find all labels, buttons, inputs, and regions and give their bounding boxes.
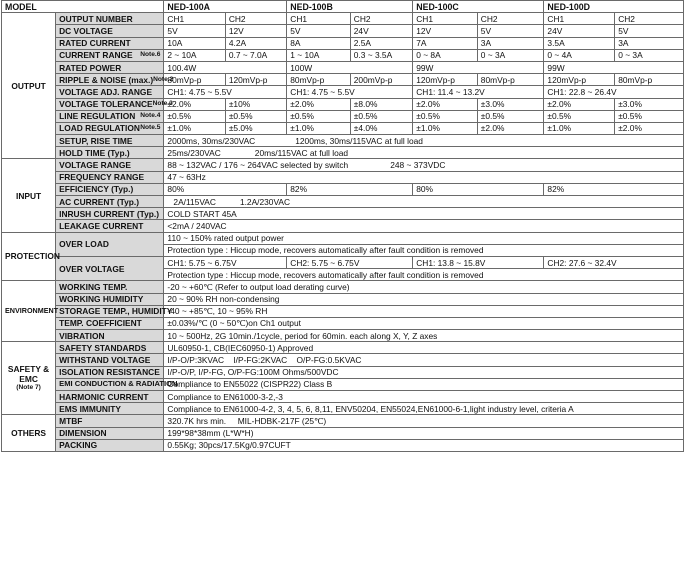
- cell: 0 ~ 8A: [413, 49, 478, 61]
- cell: 5V: [615, 25, 684, 37]
- note-ref: Note.4: [140, 112, 161, 120]
- others-row-packing: [2, 439, 684, 451]
- cell: 3A: [615, 37, 684, 49]
- cell: COLD START 45A: [164, 208, 684, 220]
- row-label: SETUP, RISE TIME: [56, 135, 164, 147]
- environment-row-storage: [2, 305, 684, 317]
- row-label: RATED POWER: [56, 61, 164, 73]
- cell: 82%: [544, 183, 684, 195]
- cell: ±0.5%: [287, 110, 351, 122]
- row-label-text: VOLTAGE TOLERANCE: [59, 99, 153, 110]
- cell: 4.2A: [225, 37, 286, 49]
- cell: 80mVp-p: [477, 74, 544, 86]
- cell: 5V: [477, 25, 544, 37]
- cell: ±1.0%: [544, 122, 615, 134]
- output-row-voltage-tolerance: [2, 98, 684, 110]
- cell: 12V: [225, 25, 286, 37]
- model-label: MODEL: [2, 1, 164, 13]
- cell: ±0.03%/℃ (0 ~ 50℃)on Ch1 output: [164, 317, 684, 329]
- model-ned-100c: NED-100C: [413, 1, 544, 13]
- output-row-voltage-adj-range: [2, 86, 684, 98]
- safety-row-ems-immunity: [2, 403, 684, 415]
- cell: CH2: [615, 13, 684, 25]
- cell: 80mVp-p: [615, 74, 684, 86]
- row-label: [56, 74, 174, 86]
- cell: 120mVp-p: [544, 74, 615, 86]
- row-label: HOLD TIME (Typ.): [56, 147, 164, 159]
- cell: ±1.0%: [287, 122, 351, 134]
- section-emc-label: EMC: [19, 374, 38, 385]
- row-label: VIBRATION: [56, 330, 164, 342]
- cell: 3A: [477, 37, 544, 49]
- environment-row-working-temp: [2, 281, 684, 293]
- cell: 20 ~ 90% RH non-condensing: [164, 293, 684, 305]
- cell: ±10%: [225, 98, 286, 110]
- input-row-frequency-range: [2, 171, 684, 183]
- cell: CH1: 4.75 ~ 5.5V: [287, 86, 413, 98]
- input-row-leakage-current: [2, 220, 684, 232]
- cell: 80mVp-p: [164, 74, 225, 86]
- cell: CH2: 5.75 ~ 6.75V: [287, 256, 413, 268]
- output-row-load-regulation: [2, 122, 684, 134]
- row-label-text: RIPPLE & NOISE (max.): [59, 74, 154, 85]
- cell: [164, 147, 684, 159]
- cell: CH1: [287, 13, 351, 25]
- cell: 0.3 ~ 3.5A: [350, 49, 412, 61]
- cell: 320.7K hrs min. MIL-HDBK-217F (25℃): [164, 415, 684, 427]
- cell: ±0.5%: [350, 110, 412, 122]
- cell: 2 ~ 10A: [164, 49, 225, 61]
- row-label: FREQUENCY RANGE: [56, 171, 164, 183]
- cell: 100.4W: [164, 61, 287, 73]
- cell: CH1: 4.75 ~ 5.5V: [164, 86, 287, 98]
- safety-row-isolation-resistance: [2, 366, 684, 378]
- cell: CH1: 5.75 ~ 6.75V: [164, 256, 287, 268]
- output-row-rated-current: [2, 37, 684, 49]
- cell: ±1.0%: [413, 122, 478, 134]
- protection-row-over-load-1: [2, 232, 684, 244]
- setup-115vac: 1200ms, 30ms/115VAC at full load: [295, 135, 423, 146]
- cell: ±1.0%: [164, 122, 225, 134]
- cell: 99W: [544, 61, 684, 73]
- cell: Compliance to EN55022 (CISPR22) Class B: [164, 378, 684, 390]
- output-row-ripple-noise: [2, 74, 684, 86]
- cell: ±0.5%: [413, 110, 478, 122]
- cell: 110 ~ 150% rated output power: [164, 232, 684, 244]
- ac-current-115vac: 2A/115VAC: [173, 196, 216, 207]
- cell: 10A: [164, 37, 225, 49]
- row-label: LEAKAGE CURRENT: [56, 220, 164, 232]
- row-label: [56, 122, 164, 134]
- voltage-range-ac: 88 ~ 132VAC / 176 ~ 264VAC selected by switch: [167, 160, 349, 171]
- cell: Compliance to EN61000-3-2,-3: [164, 391, 684, 403]
- output-row-current-range: [2, 49, 684, 61]
- row-label: DC VOLTAGE: [56, 25, 164, 37]
- safety-row-standards: [2, 342, 684, 354]
- row-label: [56, 110, 164, 122]
- cell: ±3.0%: [477, 98, 544, 110]
- cell: Protection type : Hiccup mode, recovers automatically after fault condition is removed: [164, 244, 684, 256]
- cell: ±2.0%: [615, 122, 684, 134]
- cell: CH2: 27.6 ~ 32.4V: [544, 256, 684, 268]
- protection-row-over-voltage-1: [2, 256, 684, 268]
- safety-row-harmonic-current: [2, 391, 684, 403]
- row-label-text: CURRENT RANGE: [59, 50, 133, 61]
- row-label: INRUSH CURRENT (Typ.): [56, 208, 164, 220]
- cell: UL60950-1, CB(IEC60950-1) Approved: [164, 342, 684, 354]
- cell: 120mVp-p: [225, 74, 286, 86]
- cell: -40 ~ +85℃, 10 ~ 95% RH: [164, 305, 684, 317]
- cell: 3.5A: [544, 37, 615, 49]
- output-row-setup-rise-time: [2, 135, 684, 147]
- row-label: WORKING TEMP.: [56, 281, 164, 293]
- row-label: ISOLATION RESISTANCE: [56, 366, 164, 378]
- cell: 0.7 ~ 7.0A: [225, 49, 286, 61]
- cell: CH2: [350, 13, 412, 25]
- voltage-range-dc: 248 ~ 373VDC: [390, 160, 446, 171]
- cell: I/P-O/P:3KVAC I/P-FG:2KVAC O/P-FG:0.5KVAC: [164, 354, 684, 366]
- cell: ±4.0%: [350, 122, 412, 134]
- cell: Protection type : Hiccup mode, recovers automatically after fault condition is removed: [164, 269, 684, 281]
- cell: 99W: [413, 61, 544, 73]
- row-label: RATED CURRENT: [56, 37, 164, 49]
- cell: CH1: 11.4 ~ 13.2V: [413, 86, 544, 98]
- output-row-rated-power: [2, 61, 684, 73]
- others-row-mtbf: [2, 415, 684, 427]
- cell: ±2.0%: [164, 98, 225, 110]
- cell: -20 ~ +60℃ (Refer to output load derating curve): [164, 281, 684, 293]
- safety-row-emi: [2, 378, 684, 390]
- row-label: STORAGE TEMP., HUMIDITY: [56, 305, 164, 317]
- cell: ±0.5%: [544, 110, 615, 122]
- model-ned-100b: NED-100B: [287, 1, 413, 13]
- row-label: DIMENSION: [56, 427, 164, 439]
- cell: Compliance to EN61000-4-2, 3, 4, 5, 6, 8,11, ENV50204, EN55024,EN61000-6-1,light industry level, criteria A: [164, 403, 684, 415]
- cell: 7A: [413, 37, 478, 49]
- output-row-hold-time: [2, 147, 684, 159]
- row-label-text: LINE REGULATION: [59, 111, 136, 122]
- cell: ±3.0%: [615, 98, 684, 110]
- others-row-dimension: [2, 427, 684, 439]
- row-label: PACKING: [56, 439, 164, 451]
- output-row-dc-voltage: [2, 25, 684, 37]
- cell: 80%: [164, 183, 287, 195]
- section-safety-note: (Note 7): [16, 384, 41, 392]
- cell: CH1: [164, 13, 225, 25]
- model-ned-100d: NED-100D: [544, 1, 684, 13]
- row-label: [56, 49, 164, 61]
- input-row-ac-current: [2, 196, 684, 208]
- cell: [164, 196, 684, 208]
- cell: 0 ~ 3A: [615, 49, 684, 61]
- environment-row-working-humidity: [2, 293, 684, 305]
- cell: [164, 159, 684, 171]
- input-row-efficiency: [2, 183, 684, 195]
- cell: ±0.5%: [477, 110, 544, 122]
- row-label-text: LOAD REGULATION: [59, 123, 140, 134]
- model-ned-100a: NED-100A: [164, 1, 287, 13]
- row-label: [56, 98, 173, 110]
- row-label: WITHSTAND VOLTAGE: [56, 354, 164, 366]
- cell: 82%: [287, 183, 413, 195]
- row-label: WORKING HUMIDITY: [56, 293, 164, 305]
- input-row-voltage-range: [2, 159, 684, 171]
- cell: ±0.5%: [615, 110, 684, 122]
- setup-230vac: 2000ms, 30ms/230VAC: [167, 135, 256, 146]
- cell: CH1: [544, 13, 615, 25]
- section-safety-emc: [2, 342, 56, 415]
- cell: ±2.0%: [477, 122, 544, 134]
- row-label: EMS IMMUNITY: [56, 403, 164, 415]
- cell: CH1: 22.8 ~ 26.4V: [544, 86, 684, 98]
- cell: ±5.0%: [225, 122, 286, 134]
- row-label: OVER LOAD: [56, 232, 164, 256]
- cell: 1 ~ 10A: [287, 49, 351, 61]
- section-safety-label: SAFETY &: [7, 364, 50, 375]
- row-label: VOLTAGE RANGE: [56, 159, 164, 171]
- cell: 24V: [544, 25, 615, 37]
- row-label: SAFETY STANDARDS: [56, 342, 164, 354]
- cell: ±8.0%: [350, 98, 412, 110]
- row-label: MTBF: [56, 415, 164, 427]
- cell: 5V: [164, 25, 225, 37]
- section-others: OTHERS: [2, 415, 56, 452]
- cell: 5V: [287, 25, 351, 37]
- input-row-inrush-current: [2, 208, 684, 220]
- cell: CH2: [477, 13, 544, 25]
- note-ref: Note.3: [152, 100, 173, 108]
- note-ref: Note.6: [140, 51, 161, 59]
- row-label: HARMONIC CURRENT: [56, 391, 164, 403]
- cell: 199*98*38mm (L*W*H): [164, 427, 684, 439]
- row-label: EMI CONDUCTION & RADIATION: [56, 378, 164, 390]
- cell: 47 ~ 63Hz: [164, 171, 684, 183]
- cell: [164, 135, 684, 147]
- cell: CH1: [413, 13, 478, 25]
- cell: 12V: [413, 25, 478, 37]
- cell: 0 ~ 3A: [477, 49, 544, 61]
- row-label: OVER VOLTAGE: [56, 256, 164, 280]
- note-ref: Note.2: [153, 75, 174, 83]
- cell: ±0.5%: [225, 110, 286, 122]
- output-row-output-number: [2, 13, 684, 25]
- model-header-row: [2, 1, 684, 13]
- cell: ±2.0%: [287, 98, 351, 110]
- row-label: VOLTAGE ADJ. RANGE: [56, 86, 164, 98]
- cell: 80%: [413, 183, 544, 195]
- row-label: OUTPUT NUMBER: [56, 13, 164, 25]
- environment-row-temp-coefficient: [2, 317, 684, 329]
- section-output: OUTPUT: [2, 13, 56, 159]
- cell: 120mVp-p: [413, 74, 478, 86]
- cell: CH2: [225, 13, 286, 25]
- row-label: EFFICIENCY (Typ.): [56, 183, 164, 195]
- cell: 2.5A: [350, 37, 412, 49]
- cell: 8A: [287, 37, 351, 49]
- cell: ±2.0%: [544, 98, 615, 110]
- cell: ±0.5%: [164, 110, 225, 122]
- note-ref: Note.5: [140, 124, 161, 132]
- cell: CH1: 13.8 ~ 15.8V: [413, 256, 544, 268]
- section-environment: ENVIRONMENT: [2, 281, 56, 342]
- cell: ±2.0%: [413, 98, 478, 110]
- cell: 100W: [287, 61, 413, 73]
- cell: 24V: [350, 25, 412, 37]
- safety-row-withstand-voltage: [2, 354, 684, 366]
- ac-current-230vac: 1.2A/230VAC: [239, 196, 291, 207]
- cell: 0.55Kg; 30pcs/17.5Kg/0.97CUFT: [164, 439, 684, 451]
- section-protection: PROTECTION: [2, 232, 56, 281]
- cell: <2mA / 240VAC: [164, 220, 684, 232]
- cell: I/P-O/P, I/P-FG, O/P-FG:100M Ohms/500VDC: [164, 366, 684, 378]
- hold-230vac: 25ms/230VAC: [167, 147, 221, 158]
- cell: 200mVp-p: [350, 74, 412, 86]
- output-row-line-regulation: [2, 110, 684, 122]
- cell: 80mVp-p: [287, 74, 351, 86]
- spec-table: [1, 0, 684, 452]
- hold-115vac: 20ms/115VAC at full load: [254, 147, 349, 158]
- row-label: AC CURRENT (Typ.): [56, 196, 164, 208]
- cell: 0 ~ 4A: [544, 49, 615, 61]
- cell: 10 ~ 500Hz, 2G 10min./1cycle, period for 60min. each along X, Y, Z axes: [164, 330, 684, 342]
- row-label: TEMP. COEFFICIENT: [56, 317, 164, 329]
- environment-row-vibration: [2, 330, 684, 342]
- section-input: INPUT: [2, 159, 56, 232]
